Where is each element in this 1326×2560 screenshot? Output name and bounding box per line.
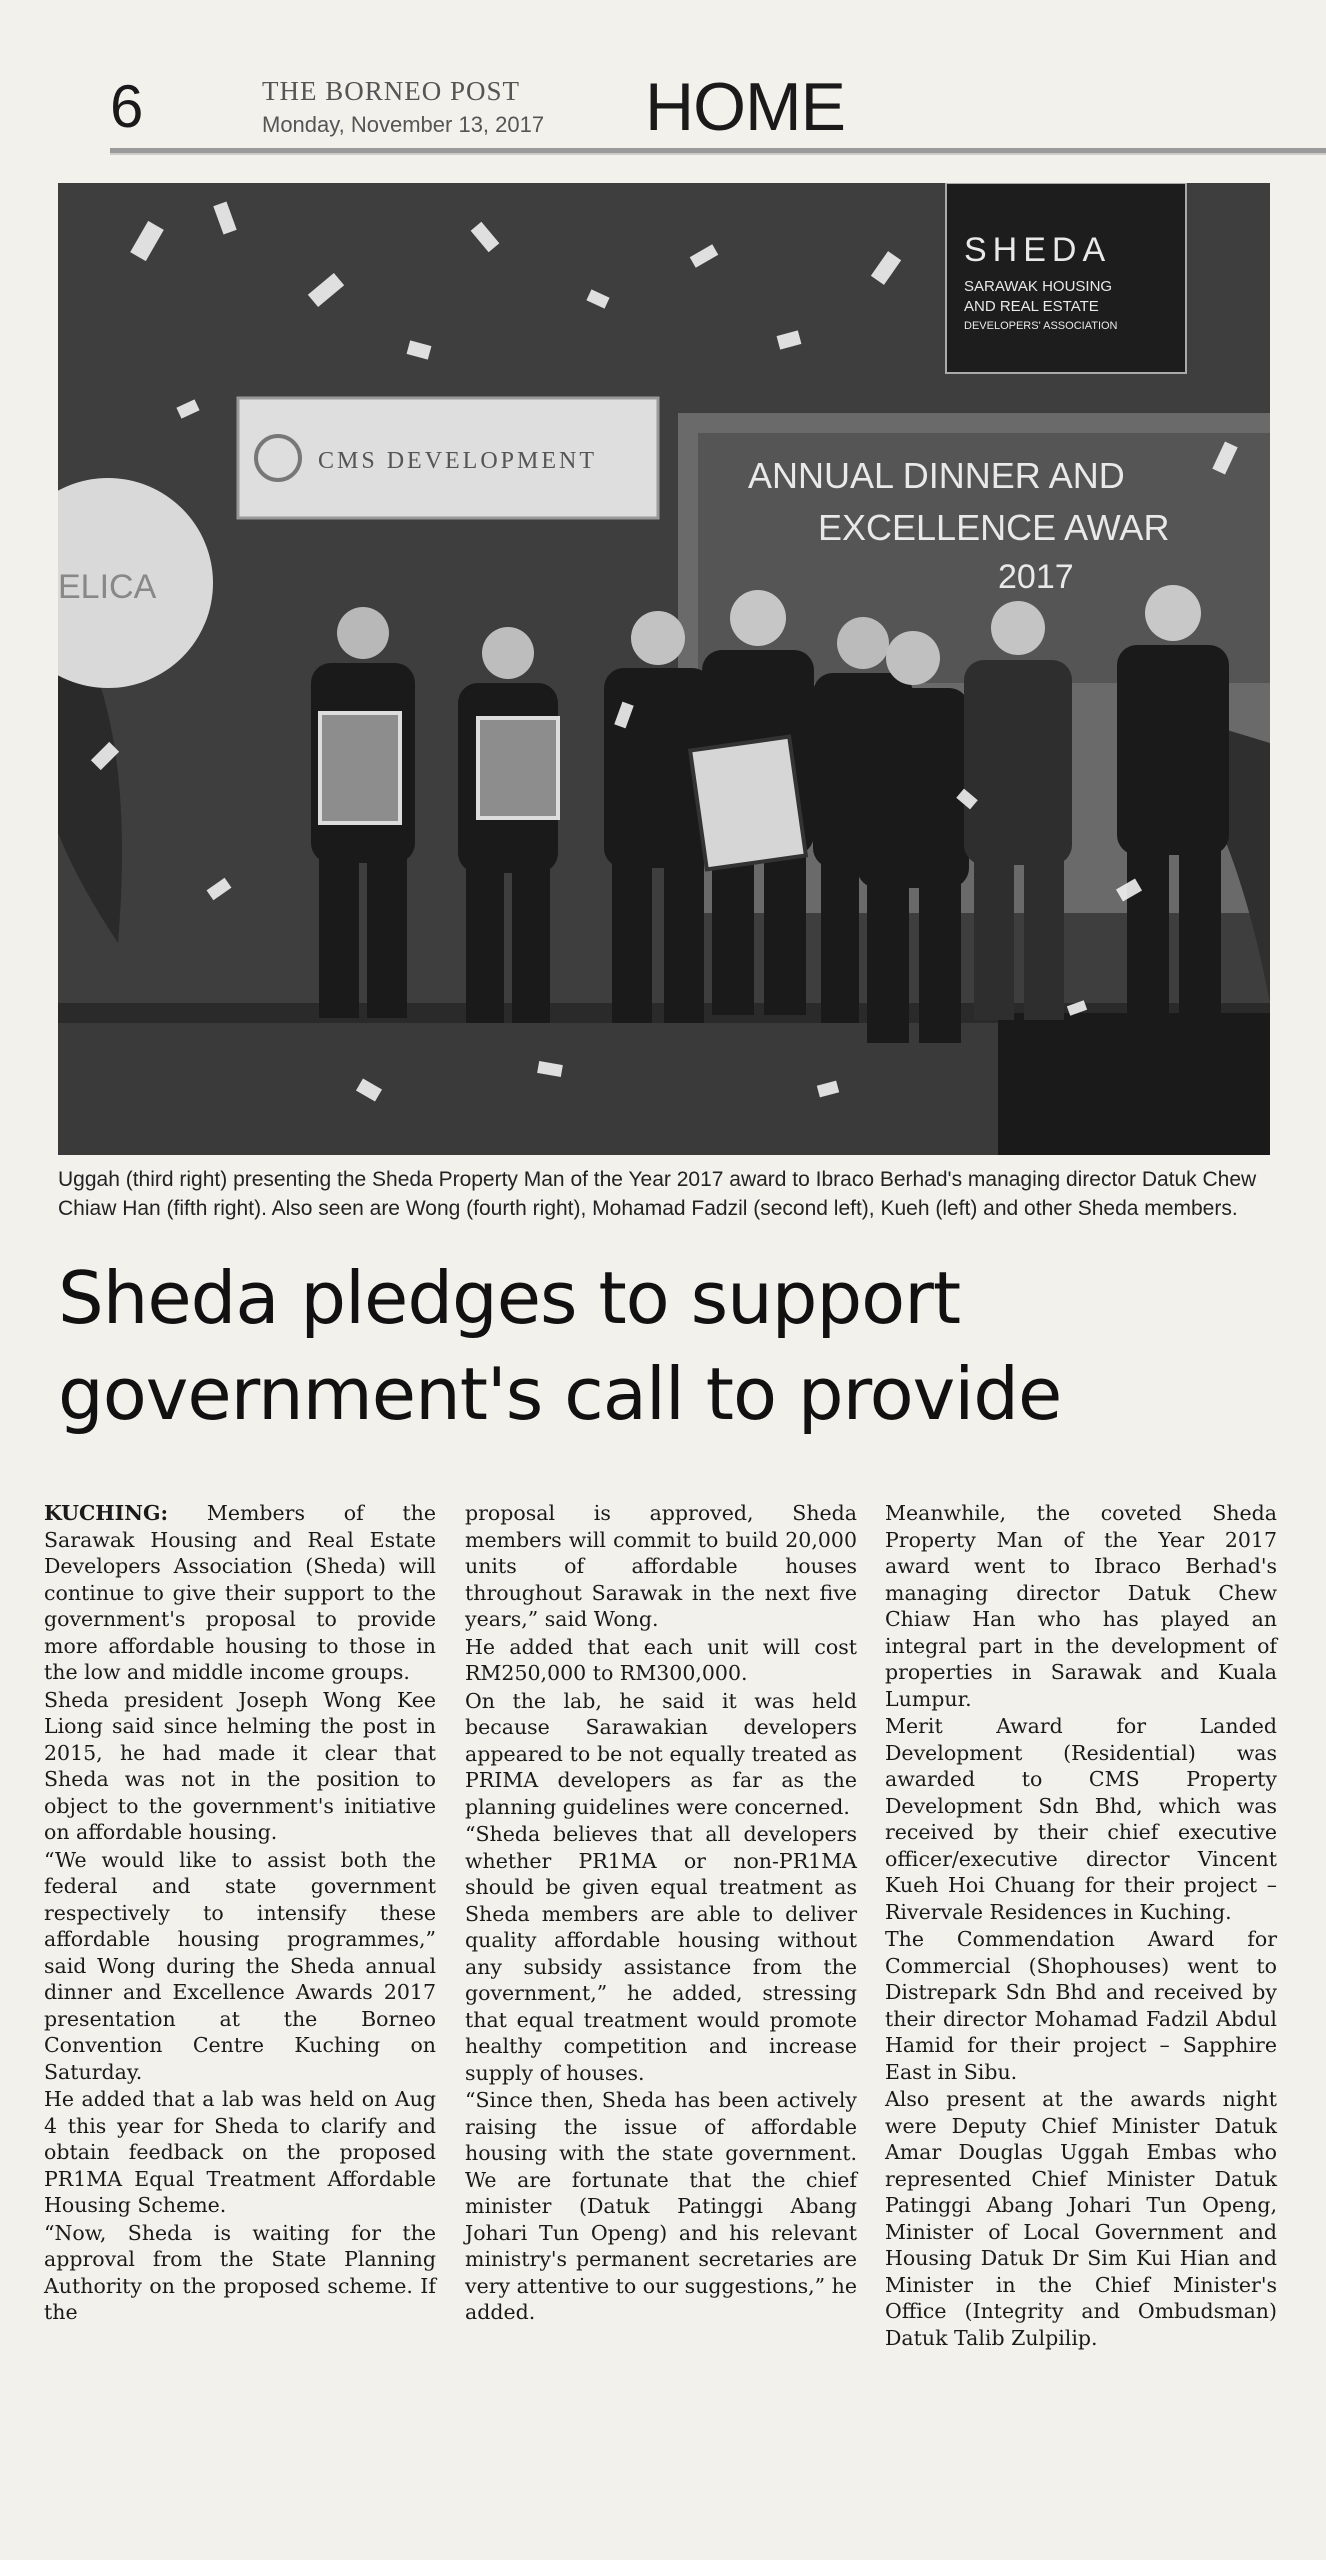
article-column-3	[885, 1500, 1277, 2352]
photo-caption: Uggah (third right) presenting the Sheda Property Man of the Year 2017 award to Ibraco Berhad's managing director Datuk Chew Chiaw Han (fifth right). Also seen are Wong (fourth right), Mohamad Fadzil (second left), Kueh (left) and other Sheda members.	[58, 1168, 1257, 1220]
page-number: 6	[110, 73, 144, 140]
article-paragraph: Sheda president Joseph Wong Kee Liong said since helming the post in 2015, he had made it clear that Sheda was not in the position to object to the government's initiative on affordable housing.	[44, 1687, 436, 1844]
article-paragraph: “Now, Sheda is waiting for the approval from the State Planning Authority on the proposed scheme. If the	[44, 2220, 436, 2324]
article-body	[44, 1500, 1284, 2545]
article-paragraph: The Commendation Award for Commercial (Shophouses) went to Distrepark Sdn Bhd and received by their director Mohamad Fadzil Abdul Hamid for their project – Sapphire East in Sibu.	[885, 1927, 1277, 2084]
sponsor-sign-text: CMS DEVELOPMENT	[318, 448, 598, 474]
article-paragraph: “Sheda believes that all developers whether PR1MA or non-PR1MA should be given equal treatment as Sheda members are able to deliver quality affordable housing without any subsidy assistance from the government,” he added, stressing that equal treatment would promote healthy competition and increase supply of houses.	[465, 1822, 857, 2085]
masthead-divider	[110, 148, 1326, 155]
article-paragraph: He added that a lab was held on Aug 4 this year for Sheda to clarify and obtain feedback on the proposed PR1MA Equal Treatment Affordable Housing Scheme.	[44, 2087, 436, 2217]
section-title: HOME	[645, 69, 845, 145]
article-paragraph: “We would like to assist both the federal and state government respectively to intensify these affordable housing programmes,” said Wong during the Sheda annual dinner and Excellence Awards 2017 presentation at the Borneo Convention Centre Kuching on Saturday.	[44, 1847, 436, 2084]
article-paragraph: Also present at the awards night were Deputy Chief Minister Datuk Amar Douglas Uggah Embas who represented Chief Minister Datuk Patinggi Abang Johari Tun Openg, Minister of Local Government and Housing Datuk Dr Sim Kui Hian and Minister in the Chief Minister's Office (Integrity and Ombudsman) Datuk Talib Zulpilip.	[885, 2087, 1277, 2350]
article-paragraph: Meanwhile, the coveted Sheda Property Man of the Year 2017 award went to Ibraco Berhad's managing director Datuk Chew Chiaw Han who has played an integral part in the development of properties in Sarawak and Kuala Lumpur.	[885, 1501, 1277, 1711]
event-photo	[58, 183, 1270, 1155]
masthead	[100, 68, 1326, 158]
article-paragraph: proposal is approved, Sheda members will commit to build 20,000 units of affordable houses throughout Sarawak in the next five years,” said Wong.	[465, 1501, 857, 1631]
publication-date: Monday, November 13, 2017	[262, 112, 545, 137]
article-paragraph: “Since then, Sheda has been actively raising the issue of affordable housing with the state government. We are fortunate that the chief minister (Datuk Patinggi Abang Johari Tun Openg) and his relevant ministry's permanent secretaries are very attentive to our suggestions,” he added.	[465, 2088, 857, 2324]
event-title-line1: ANNUAL DINNER AND	[748, 455, 1125, 496]
headline-line-2: government's call to provide	[58, 1352, 1062, 1436]
article-headline	[58, 1250, 1298, 1442]
event-title-line2: EXCELLENCE AWAR	[818, 507, 1170, 548]
article-paragraph: KUCHING: Members of the Sarawak Housing and Real Estate Developers Association (Sheda) will continue to give their support to the government's proposal to provide more affordable housing to those in the low and middle income groups.	[44, 1501, 436, 1684]
left-sign-text: ELICA	[58, 568, 157, 606]
headline-line-1: Sheda pledges to support	[58, 1256, 961, 1340]
photo-illustration	[58, 183, 1270, 1155]
banner-org-line3: DEVELOPERS' ASSOCIATION	[964, 320, 1118, 332]
article-paragraph: He added that each unit will cost RM250,000 to RM300,000.	[465, 1634, 857, 1685]
article-paragraph: On the lab, he said it was held because Sarawakian developers appeared to be not equally treated as PRIMA developers as far as the planning guidelines were concerned.	[465, 1688, 857, 1819]
publication-name: THE BORNEO POST	[262, 76, 521, 106]
banner-org-line2: AND REAL ESTATE	[964, 298, 1099, 315]
dateline: KUCHING:	[44, 1501, 169, 1525]
article-column-2	[465, 1500, 857, 2327]
banner-org-line1: SARAWAK HOUSING	[964, 278, 1113, 295]
article-column-1	[44, 1500, 436, 2327]
article-paragraph: Merit Award for Landed Development (Residential) was awarded to CMS Property Development Sdn Bhd, which was received by their chief executive officer/executive director Vincent Kueh Hoi Chuang for their project – Rivervale Residences in Kuching.	[885, 1714, 1277, 1924]
event-title-line3: 2017	[998, 558, 1074, 596]
banner-brand: SHEDA	[964, 231, 1112, 269]
